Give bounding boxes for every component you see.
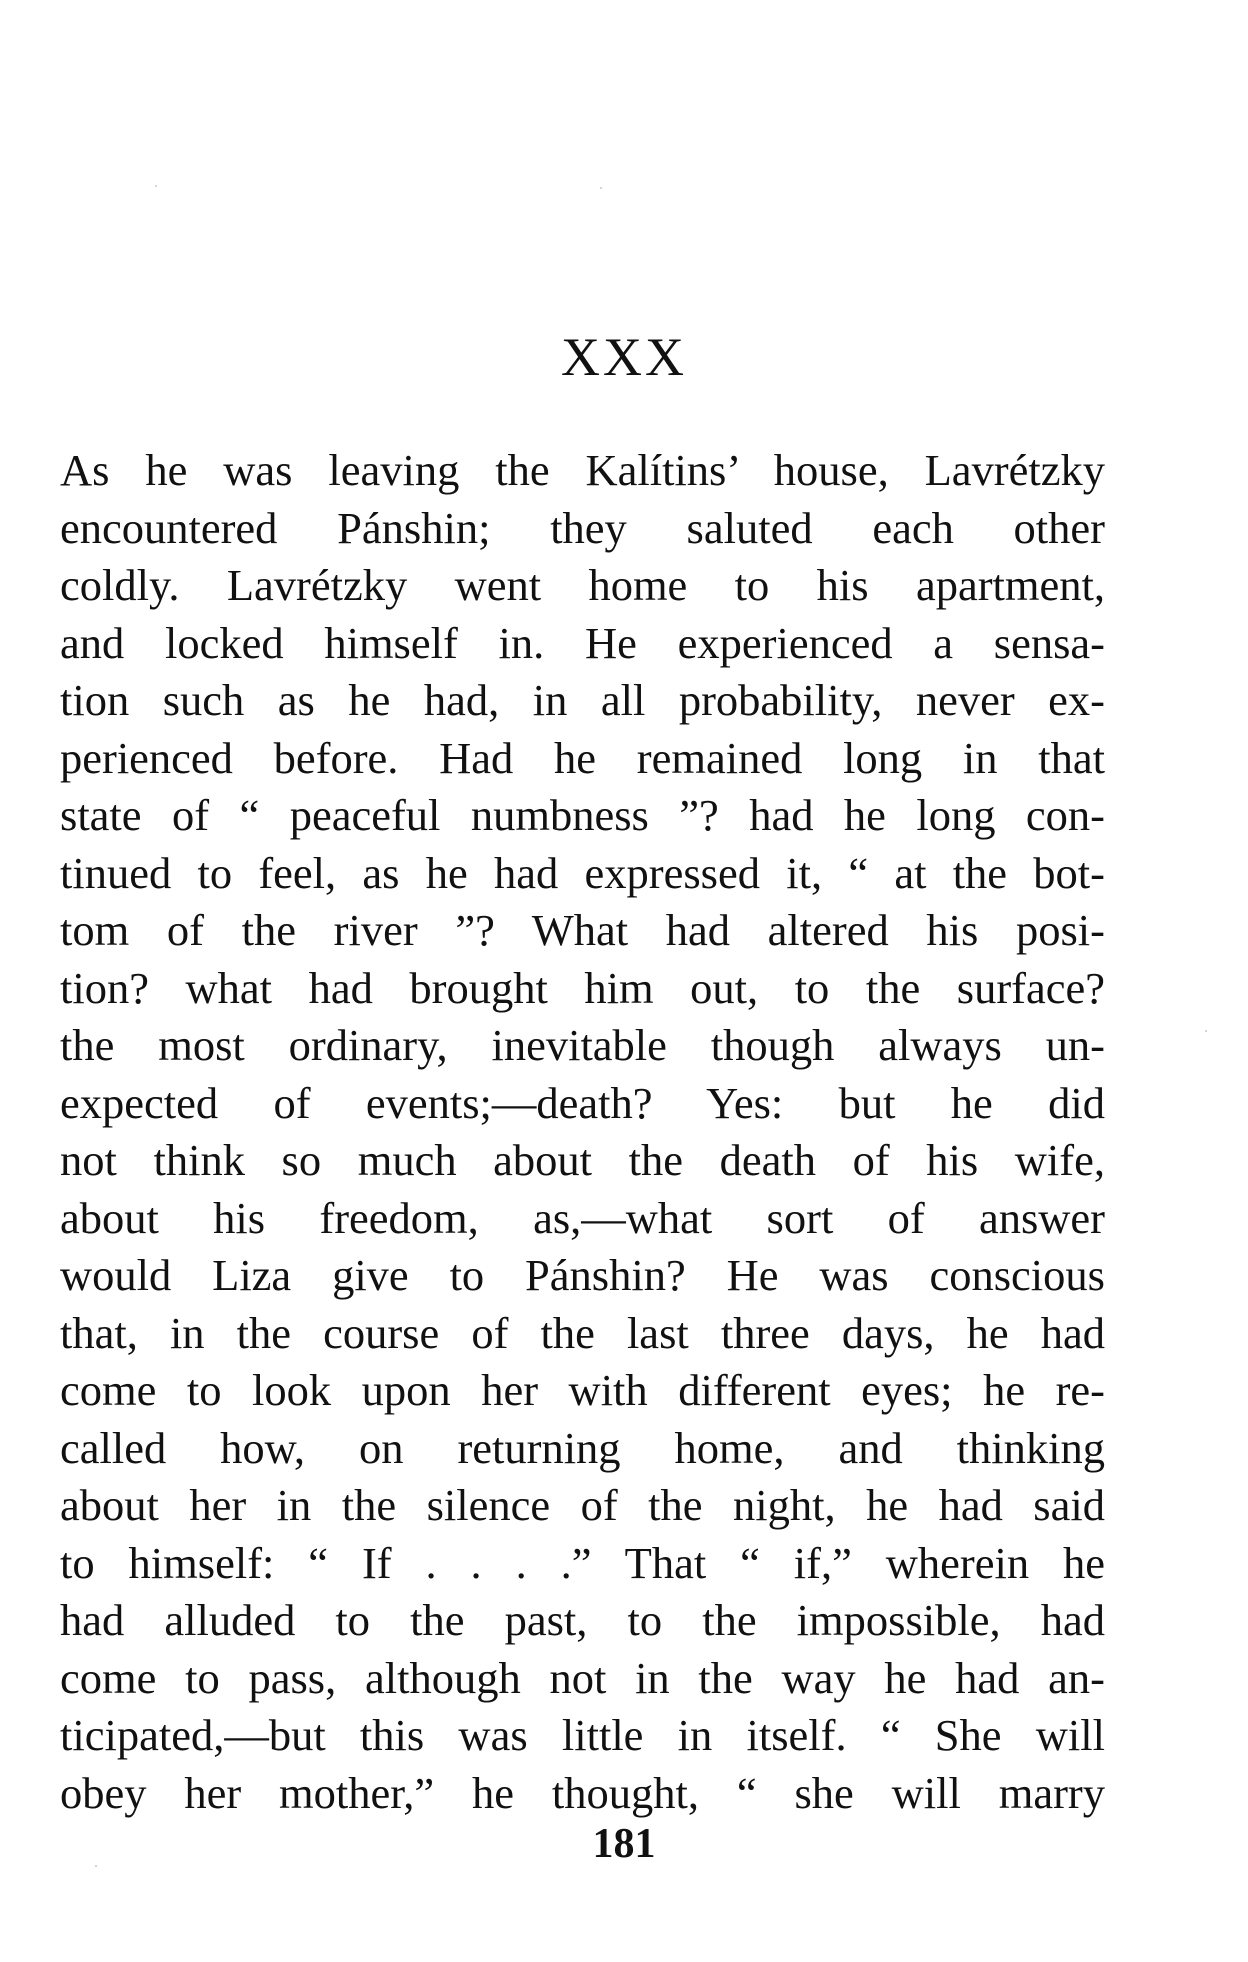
text-line: tion? what had brought him out, to the surface?: [60, 962, 1105, 1013]
text-line: tion such as he had, in all probability, never ex-: [60, 675, 1105, 725]
text-line: tinued to feel, as he had expressed it, “ at the bot-: [60, 847, 1105, 898]
text-line: coldly. Lavrétzky went home to his apartment,: [60, 560, 1105, 610]
body-text: [60, 442, 1105, 1822]
text-line: called how, on returning home, and thinking: [60, 1422, 1105, 1473]
text-line: obey her mother,” he thought, “ she will marry: [60, 1767, 1105, 1818]
text-line: ticipated,—but this was little in itself. “ She will: [60, 1710, 1105, 1760]
text-line: about his freedom, as,—what sort of answer: [60, 1192, 1105, 1243]
text-line: that, in the course of the last three days, he had: [60, 1307, 1105, 1358]
text-line: tom of the river ”? What had altered his posi-: [60, 905, 1105, 955]
text-line: the most ordinary, inevitable though always un-: [60, 1020, 1105, 1070]
text-line: come to pass, although not in the way he had an-: [60, 1652, 1105, 1703]
scan-speck: [95, 1865, 97, 1867]
text-line: had alluded to the past, to the impossible, had: [60, 1595, 1105, 1645]
text-line: come to look upon her with different eyes; he re-: [60, 1365, 1105, 1415]
page-number: 181: [592, 1821, 656, 1867]
scan-speck: [1205, 1030, 1207, 1032]
text-line: to himself: “ If . . . .” That “ if,” wherein he: [60, 1537, 1105, 1588]
chapter-heading: XXX: [561, 327, 687, 387]
text-line: expected of events;—death? Yes: but he did: [60, 1077, 1105, 1128]
text-line: As he was leaving the Kalítins’ house, Lavrétzky: [60, 445, 1105, 495]
text-line: not think so much about the death of his wife,: [60, 1135, 1105, 1185]
scan-speck: [600, 187, 602, 189]
text-line: encountered Pánshin; they saluted each other: [60, 502, 1105, 553]
text-line: and locked himself in. He experienced a sensa-: [60, 617, 1105, 668]
text-line: about her in the silence of the night, he had said: [60, 1480, 1105, 1530]
scan-speck: [155, 185, 157, 187]
text-line: would Liza give to Pánshin? He was conscious: [60, 1250, 1105, 1300]
text-line: perienced before. Had he remained long in that: [60, 732, 1105, 783]
text-line: state of “ peaceful numbness ”? had he long con-: [60, 790, 1105, 840]
